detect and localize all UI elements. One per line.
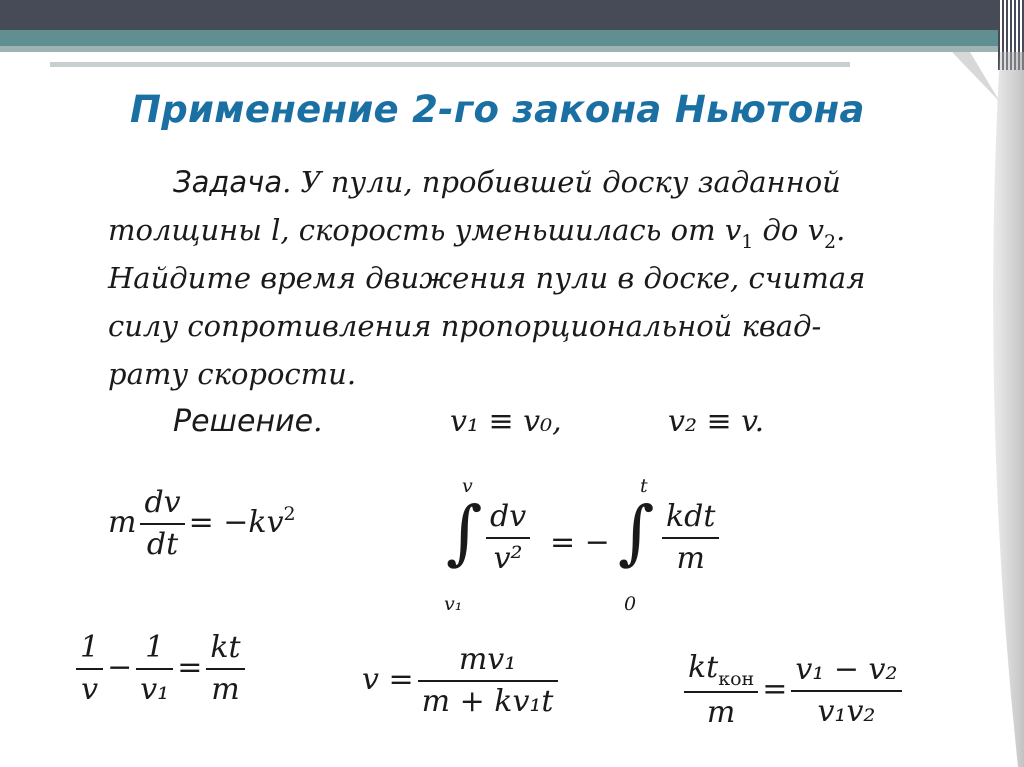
decor-line-short <box>50 62 850 67</box>
formula-integrated: $\frac{1}{v}$ − $\frac{1}{\text{v₁}}$ = $\frac{kt}{m}$ <box>72 628 249 710</box>
formula-velocity: v = $\frac{\text{mv₁}}{\text{m + kv₁t}}$ <box>362 640 562 722</box>
solution-eq-1: v₁ ≡ v₀, <box>450 404 562 439</box>
slide-title: Применение 2-го закона Ньютона <box>130 88 865 131</box>
task-line-1: Задача. У пули, пробившей доску заданной <box>173 165 841 199</box>
top-teal-bar <box>0 30 1024 46</box>
formula-newton: m $\frac{dv}{dt}$ = $-kv^2$ <box>108 483 296 565</box>
solution-eq-2: v₂ ≡ v. <box>668 404 765 439</box>
formula-integral: v ∫ v₁ dv v² = − t ∫ 0 kdt m <box>440 475 740 615</box>
top-dark-bar <box>0 0 1024 30</box>
task-line-5: рату скорости. <box>108 357 357 391</box>
fraction: $\frac{dv}{dt}$ <box>140 483 184 565</box>
integral-sign: ∫ <box>618 491 655 573</box>
solution-heading: Решение. <box>173 404 323 439</box>
fraction: dv v² <box>486 497 530 579</box>
fraction: kdt m <box>662 497 719 579</box>
task-line-3: Найдите время движения пули в доске, считая <box>108 261 866 295</box>
task-text <box>108 158 968 398</box>
task-line-2: толщины l, скорость уменьшилась от $v_1$ до $v_2$. <box>108 213 846 253</box>
task-line-4: силу сопротивления пропорциональной квад- <box>108 309 822 343</box>
task-label: Задача <box>173 165 283 199</box>
decor-line <box>0 46 1024 52</box>
formula-time: $\frac{kt_{кон}}{m}$ = $\frac{\text{v₁ − v₂}}{\text{v₁v₂}}$ <box>680 648 906 733</box>
integral-sign: ∫ <box>446 491 483 573</box>
